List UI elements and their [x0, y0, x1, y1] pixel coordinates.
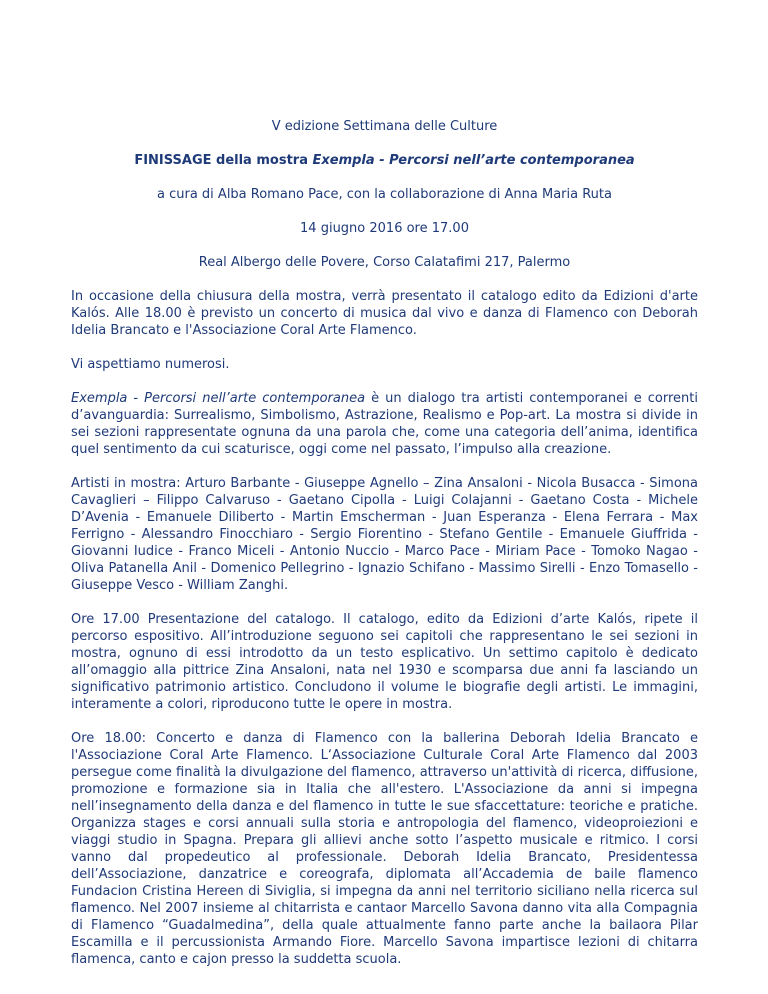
finissage-title: [71, 152, 698, 169]
venue-line: Real Albergo delle Povere, Corso Calatafimi 217, Palermo: [198, 255, 571, 270]
curators-line: a cura di Alba Romano Pace, con la collaborazione di Anna Maria Ruta: [157, 187, 612, 202]
exempla-paragraph: [71, 390, 698, 458]
date-line: 14 giugno 2016 ore 17.00: [300, 221, 469, 236]
document-content: [71, 118, 698, 985]
exempla-text: è un dialogo tra artisti contemporanei e correnti d’avanguardia: Surrealismo, Simbolismo, Astrazione, Realismo e Pop-art. La mostra si divide in sei sezioni rappresentate ognuna da una parola che, come una categoria dell’anima, identifica quel sentimento da cui scaturisce, oggi come nel passato, l’impulso alla creazione.: [71, 391, 699, 457]
artists-paragraph: Artisti in mostra: Arturo Barbante - Giuseppe Agnello – Zina Ansaloni - Nicola Busacca - Simona Cavaglieri – Filippo Calvaruso - Gaetano Cipolla - Luigi Colajanni - Gaetano Costa - Michele D’Avenia - Emanuele Diliberto - Martin Emscherman - Juan Esperanza - Elena Ferrara - Max Ferrigno - Alessandro Finocchiaro - Sergio Fiorentino - Stefano Gentile - Emanuele Giuffrida - Giovanni Iudice - Franco Miceli - Antonio Nuccio - Marco Pace - Miriam Pace - Tomoko Nagao - Oliva Patanella Anil - Domenico Pellegrino - Ignazio Schifano - Massimo Sirelli - Enzo Tomasello - Giuseppe Vesco - William Zanghi.: [71, 476, 698, 593]
invite-paragraph: Vi aspettiamo numerosi.: [71, 357, 230, 372]
intro-paragraph: In occasione della chiusura della mostra, verrà presentato il catalogo edito da Edizioni d'arte Kalós. Alle 18.00 è previsto un concerto di musica dal vivo e danza di Flamenco con Deborah Idelia Brancato e l'Associazione Coral Arte Flamenco.: [71, 289, 698, 338]
catalog-paragraph: Ore 17.00 Presentazione del catalogo. Il catalogo, edito da Edizioni d’arte Kalós, ripete il percorso espositivo. All’introduzione seguono sei capitoli che rappresentano le sei sezioni in mostra, ognuno di essi introdotto da un testo esplicativo. Un settimo capitolo è dedicato all’omaggio alla pittrice Zina Ansaloni, nata nel 1930 e scomparsa due anni fa lasciando un significativo patrimonio artistico. Concludono il volume le biografie degli artisti. Le immagini, interamente a colori, riproducono tutte le opere in mostra.: [71, 612, 698, 712]
title-work: Exempla - Percorsi nell’arte contemporanea: [312, 153, 635, 168]
edition-line: V edizione Settimana delle Culture: [271, 119, 498, 134]
exempla-title: Exempla - Percorsi nell’arte contemporanea: [71, 391, 366, 406]
title-prefix: FINISSAGE della mostra: [134, 153, 313, 168]
concert-paragraph: Ore 18.00: Concerto e danza di Flamenco con la ballerina Deborah Idelia Brancato e l'Associazione Coral Arte Flamenco. L‘Associazione Culturale Coral Arte Flamenco dal 2003 persegue come finalità la divulgazione del flamenco, attraverso un'attività di ricerca, diffusione, promozione e formazione sia in Italia che all'estero. L'Associazione da anni si impegna nell’insegnamento della danza e del flamenco in tutte le sue sfaccettature: teoriche e pratiche. Organizza stages e corsi annuali sulla storia e antropologia del flamenco, videoproiezioni e viaggi studio in Spagna. Prepara gli allievi anche sotto l’aspetto musicale e ritmico. I corsi vanno dal propedeutico al professionale. Deborah Idelia Brancato, Presidentessa dell’Associazione, danzatrice e coreografa, diplomata all’Accademia de baile flamenco Fundacion Cristina Hereen di Siviglia, si impegna da anni nel territorio siciliano nella ricerca sul flamenco. Nel 2007 insieme al chitarrista e cantaor Marcello Savona danno vita alla Compagnia di Flamenco “Guadalmedina”, della quale attualmente fanno parte anche la bailaora Pilar Escamilla e il percussionista Armando Fiore. Marcello Savona impartisce lezioni di chitarra flamenca, canto e cajon presso la suddetta scuola.: [71, 731, 698, 967]
